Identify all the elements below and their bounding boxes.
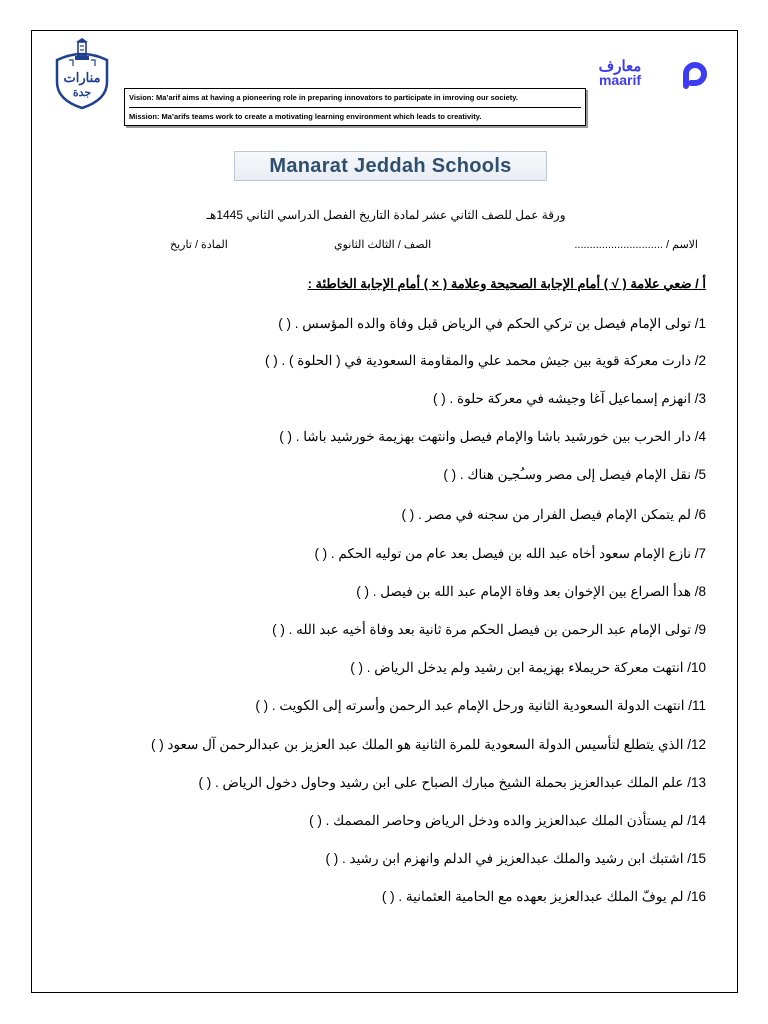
vision-statement: Vision: Ma’arif aims at having a pioneering role in preparing innovators to participate in imroving our society. (129, 93, 518, 102)
school-name-banner: Manarat Jeddah Schools (234, 151, 547, 181)
instruction-heading: أ / ضعي علامة ( √ ) أمام الإجابة الصحيحة وعلامة ( × ) أمام الإجابة الخاطئة : (307, 276, 706, 291)
question-item: 14/ لم يستأذن الملك عبدالعزيز والده ودخل الرياض وحاصر المصمك . ( ) (309, 813, 706, 828)
question-item: 16/ لم يوفّ الملك عبدالعزيز بعهده مع الحامية العثمانية . ( ) (381, 889, 706, 904)
maarif-logo-arabic: معارف (598, 58, 642, 75)
maarif-logo (590, 52, 710, 94)
vision-mission-box (124, 88, 586, 126)
maarif-logo-english: maarif (598, 72, 642, 88)
question-item: 6/ لم يتمكن الإمام فيصل الفرار من سجنه في مصر . ( ) (401, 507, 706, 522)
question-item: 10/ انتهت معركة حريملاء بهزيمة ابن رشيد ولم يدخل الرياض . ( ) (350, 660, 706, 675)
logo-text-bottom: جدة (72, 87, 92, 99)
student-name-field: الاسم / ............................. (574, 239, 698, 251)
logo-text-top: منارات (63, 70, 101, 85)
question-item: 2/ دارت معركة قوية بين جيش محمد علي والمقاومة السعودية في ( الحلوة ) . ( ) (265, 353, 706, 368)
question-item: 15/ اشتبك ابن رشيد والملك عبدالعزيز في الدلم وانهزم ابن رشيد . ( ) (325, 851, 706, 866)
question-item: 13/ علم الملك عبدالعزيز بحملة الشيخ مبارك الصباح على ابن رشيد وحاول دخول الرياض . ( ) (198, 775, 706, 790)
maarif-mark-icon (686, 65, 704, 86)
question-item: 7/ نازع الإمام سعود أخاه عبد الله بن فيصل بعد عام من توليه الحكم . ( ) (314, 546, 706, 561)
subject-field: المادة / تاريخ (170, 239, 228, 251)
question-item: 4/ دار الحرب بين خورشيد باشا والإمام فيصل وانتهت بهزيمة خورشيد باشا . ( ) (279, 429, 706, 444)
mission-statement: Mission: Ma’arifs teams work to create a motivating learning environment which leads to creativity. (129, 107, 581, 126)
class-field: الصف / الثالث الثانوي (334, 239, 432, 251)
question-item: 12/ الذي يتطلع لتأسيس الدولة السعودية للمرة الثانية هو الملك عبد العزيز بن عبدالرحمن آل سعود ( ) (151, 737, 706, 752)
question-item: 5/ نقل الإمام فيصل إلى مصر وسـُجـِن هناك . ( ) (443, 467, 706, 482)
lighthouse-seal-logo (49, 38, 115, 110)
question-item: 8/ هدأ الصراع بين الإخوان بعد وفاة الإمام عبد الله بن فيصل . ( ) (356, 584, 706, 599)
question-item: 11/ انتهت الدولة السعودية الثانية ورحل الإمام عبد الرحمن وأسرته إلى الكويت . ( ) (255, 698, 706, 713)
question-item: 1/ تولى الإمام فيصل بن تركي الحكم في الرياض قبل وفاة والده المؤسس . ( ) (278, 316, 706, 331)
question-item: 3/ انهزم إسماعيل آغا وجيشه في معركة حلوة . ( ) (433, 391, 706, 406)
question-item: 9/ تولى الإمام عبد الرحمن بن فيصل الحكم مرة ثانية بعد وفاة أخيه عبد الله . ( ) (272, 622, 706, 637)
worksheet-subtitle: ورقة عمل للصف الثاني عشر لمادة التاريخ الفصل الدراسي الثاني 1445هـ (206, 208, 566, 222)
